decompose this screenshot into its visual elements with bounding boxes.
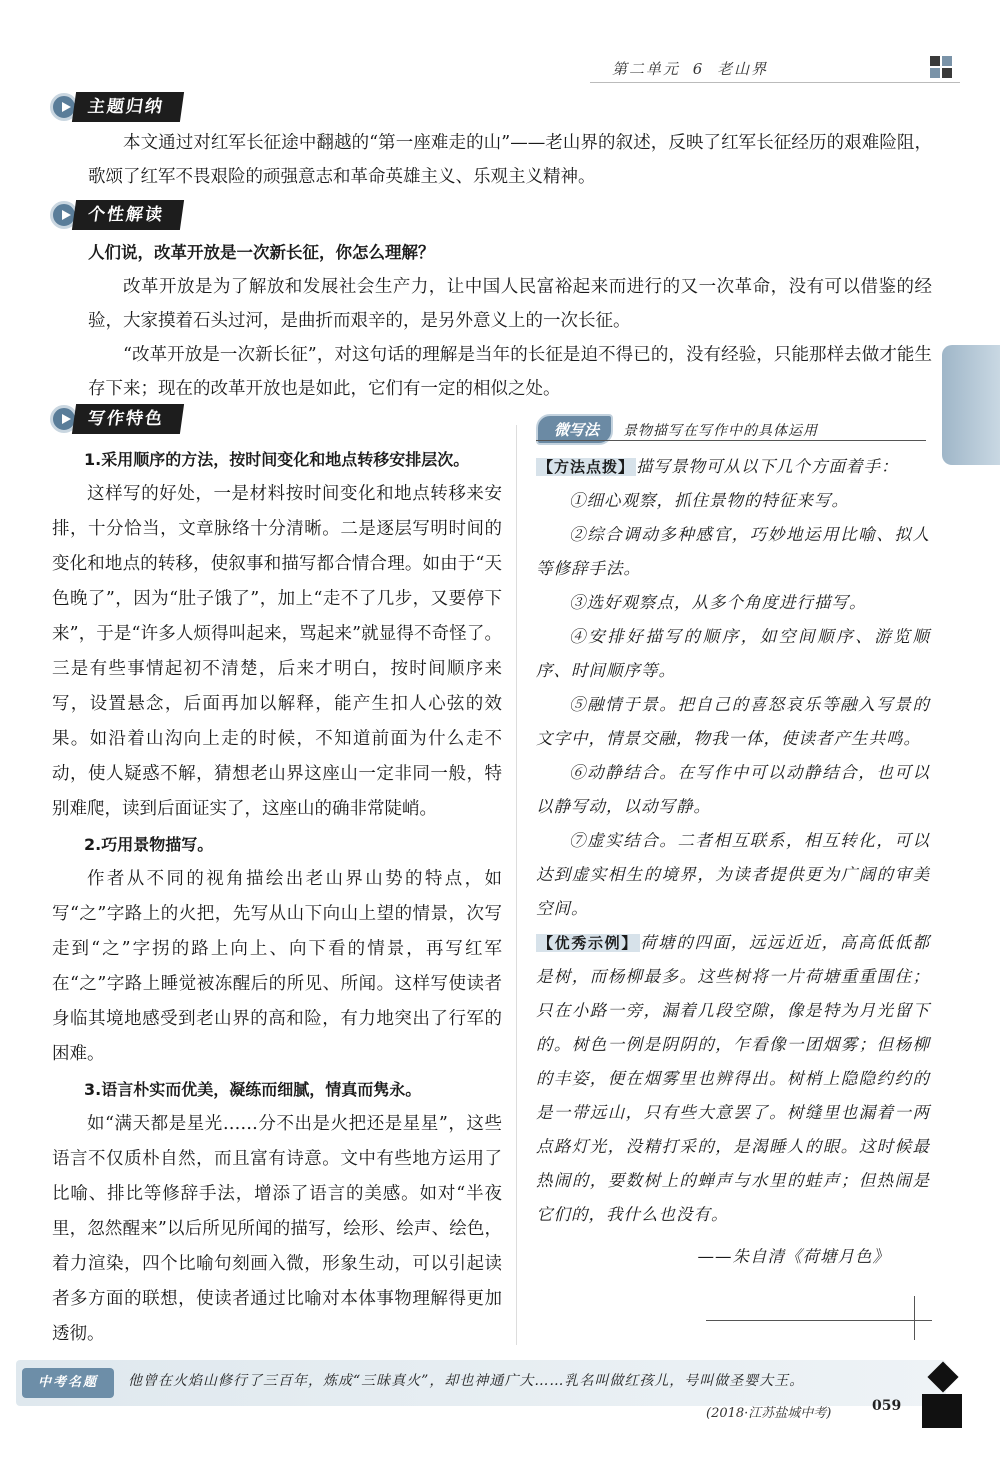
- section-head-writing: [50, 402, 182, 436]
- header-rule: [590, 82, 960, 83]
- footer-block-icon: [922, 1394, 962, 1428]
- method-intro: 描写景物可从以下几个方面着手：: [636, 457, 899, 476]
- writing-item-text: 如“满天都是星光……分不出是火把还是星星”，这些语言不仅质朴自然，而且富有诗意。文中有些地方运用了比喻、排比等修辞手法，增添了语言的美感。如对“半夜里，忽然醒来”以后所见所闻的描写，绘形、绘声、绘色，着力渲染，四个比喻句刻画入微，形象生动，可以引起读者多方面的联想，使读者通过比喻对本体事物理解得更加透彻。: [52, 1114, 502, 1344]
- tips-column: [536, 450, 930, 1274]
- unit-label: 第二单元: [612, 60, 681, 78]
- method-point: ①细心观察，抓住景物的特征来写。: [569, 491, 849, 510]
- section-title: 个性解读: [72, 200, 184, 230]
- writing-column: [52, 442, 502, 1352]
- method-point: ④安排好描写的顺序，如空间顺序、游览顺序、时间顺序等。: [536, 627, 930, 680]
- method-point: ⑤融情于景。把自己的喜怒哀乐等融入写景的文字中，情景交融，物我一体，使读者产生共鸣。: [536, 695, 930, 748]
- tips-rule: [536, 440, 926, 441]
- lesson-number: 6: [692, 60, 705, 78]
- method-line: [536, 450, 930, 484]
- example-tag: 【优秀示例】: [538, 934, 638, 952]
- footer-source: (2018·江苏盐城中考): [706, 1406, 832, 1421]
- method-point: ②综合调动多种感官，巧妙地运用比喻、拟人等修辞手法。: [536, 525, 930, 578]
- writing-item-text: 这样写的好处，一是材料按时间变化和地点转移来安排，十分恰当，文章脉络十分清晰。二是逐层写明时间的变化和地点的转移，使叙事和描写都合情合理。如由于“天色晚了”，因为“肚子饿了”，加上“走不了几步，又要停下来”，于是“许多人烦得叫起来，骂起来”就显得不奇怪了。三是有些事情起初不清楚，后来才明白，按时间顺序来写，设置悬念，后面再加以解释，能产生扣人心弦的效果。如沿着山沟向上走的时候，不知道前面为什么走不动，使人疑惑不解，猜想老山界这座山一定非同一般，特别难爬，读到后面证实了，这座山的确非常陡峭。: [52, 484, 502, 819]
- footer: [16, 1360, 986, 1434]
- section-title: 写作特色: [72, 404, 184, 434]
- reading-para-2: “改革开放是一次新长征”，对这句话的理解是当年的长征是迫不得已的，没有经验，只能那样去做才能生存下来；现在的改革开放也是如此，它们有一定的相似之处。: [88, 345, 932, 399]
- method-tag: 【方法点拨】: [538, 458, 635, 476]
- example-line: [536, 926, 930, 1232]
- page-number: 059: [872, 1398, 902, 1414]
- footer-logo: 中考名题: [22, 1368, 114, 1398]
- end-tick: [914, 1296, 915, 1340]
- section-head-reading: [50, 198, 182, 232]
- column-divider: [516, 425, 517, 1345]
- running-header: [612, 58, 774, 79]
- theme-text: 本文通过对红军长征途中翻越的“第一座难走的山”——老山界的叙述，反映了红军长征经历的艰难险阻，歌颂了红军不畏艰险的顽强意志和革命英雄主义、乐观主义精神。: [88, 133, 932, 187]
- tips-subtitle: 景物描写在写作中的具体运用: [623, 422, 819, 439]
- end-rule: [706, 1320, 932, 1321]
- writing-item-heading: 2.巧用景物描写。: [84, 835, 214, 854]
- reading-question: 人们说，改革开放是一次新长征，你怎么理解？: [88, 243, 435, 262]
- footer-quote: 他曾在火焰山修行了三百年，炼成“三昧真火”，却也神通广大……乳名叫做红孩儿，号叫做圣婴大王。: [128, 1373, 805, 1389]
- section-head-theme: [50, 90, 182, 124]
- section-title: 主题归纳: [72, 92, 184, 122]
- corner-block-icon: [930, 56, 956, 78]
- lesson-title: 老山界: [717, 60, 769, 78]
- tips-badge: 微写法: [536, 414, 613, 445]
- side-tab: [942, 345, 1000, 465]
- method-point: ⑥动静结合。在写作中可以动静结合，也可以以静写动，以动写静。: [536, 763, 930, 816]
- writing-item-heading: 3.语言朴实而优美，凝练而细腻，情真而隽永。: [84, 1080, 422, 1099]
- example-text: 荷塘的四面，远远近近，高高低低都是树，而杨柳最多。这些树将一片荷塘重重围住；只在小路一旁，漏着几段空隙，像是特为月光留下的。树色一例是阴阴的，乍看像一团烟雾；但杨柳的丰姿，便在烟雾里也辨得出。树梢上隐隐约约的是一带远山，只有些大意罢了。树缝里也漏着一两点路灯光，没精打采的，是渴睡人的眼。这时候最热闹的，要数树上的蝉声与水里的蛙声；但热闹是它们的，我什么也没有。: [536, 933, 930, 1224]
- method-point: ⑦虚实结合。二者相互联系，相互转化，可以达到虚实相生的境界，为读者提供更为广阔的审美空间。: [536, 831, 930, 918]
- reading-para-1: 改革开放是为了解放和发展社会生产力，让中国人民富裕起来而进行的又一次革命，没有可以借鉴的经验，大家摸着石头过河，是曲折而艰辛的，是另外意义上的一次长征。: [88, 277, 932, 331]
- method-point: ③选好观察点，从多个角度进行描写。: [569, 593, 867, 612]
- writing-item-text: 作者从不同的视角描绘出老山界山势的特点，如写“之”字路上的火把，先写从山下向山上望的情景，次写走到“之”字拐的路上向上、向下看的情景，再写红军在“之”字路上睡觉被冻醒后的所见、所闻。这样写使读者身临其境地感受到老山界的高和险，有力地突出了行军的困难。: [52, 869, 502, 1064]
- example-source: ——朱自清《荷塘月色》: [697, 1247, 890, 1266]
- writing-item-heading: 1.采用顺序的方法，按时间变化和地点转移安排层次。: [84, 450, 470, 469]
